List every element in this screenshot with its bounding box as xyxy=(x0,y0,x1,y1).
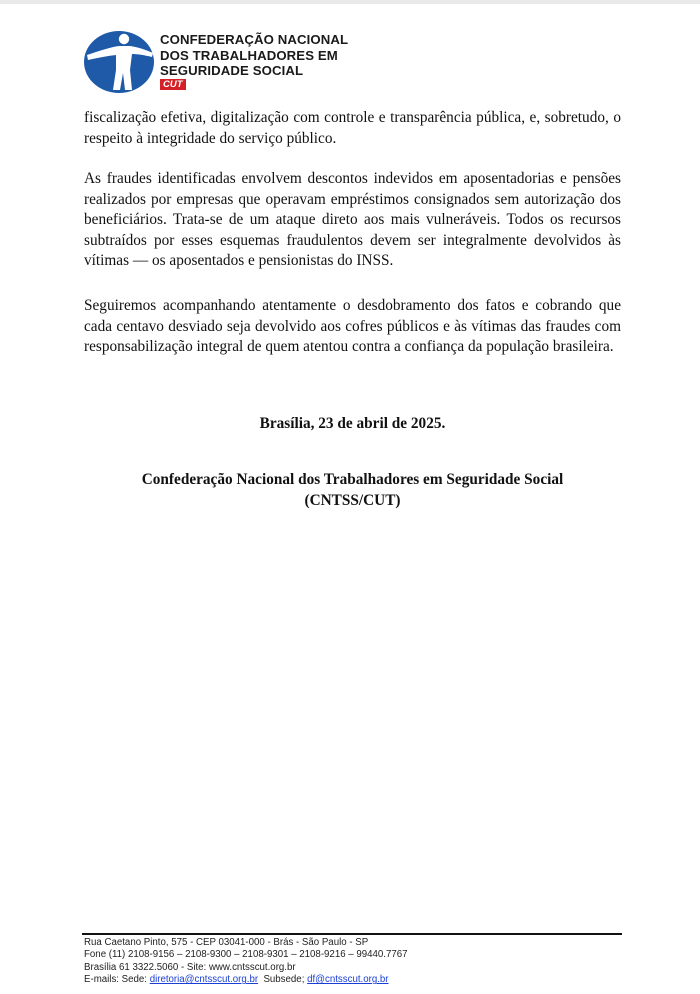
email-sede-link[interactable]: diretoria@cntsscut.org.br xyxy=(149,974,259,986)
signature-line-1: Confederação Nacional dos Trabalhadores em Seguridade Social xyxy=(141,471,564,488)
footer-contact xyxy=(84,937,624,987)
signature-line-2: (CNTSS/CUT) xyxy=(304,492,401,509)
body-paragraph-2: As fraudes identificadas envolvem descontos indevidos em aposentadorias e pensões realizados por empresas que operavam empréstimos consignados sem autorização dos beneficiários. Trata-se de um ataque direto aos mais vulneráveis. Todos os recursos subtraídos por esses esquemas fraudulentos devem ser integralmente devolvidos às vítimas — os aposentados e pensionistas do INSS. xyxy=(84,170,621,270)
body-paragraph-3: Seguiremos acompanhando atentamente o desdobramento dos fatos e cobrando que cada centavo desviado seja devolvido aos cofres públicos e às vítimas das fraudes com responsabilização integral de quem atentou contra a confiança da população brasileira. xyxy=(84,297,621,356)
footer-emails xyxy=(84,974,624,986)
footer-phones: Fone (11) 2108-9156 – 2108-9300 – 2108-9301 – 2108-9216 – 99440.7767 xyxy=(84,949,408,961)
footer-emails-mid: Subsede; xyxy=(258,974,308,986)
organization-name xyxy=(160,32,348,79)
org-name-line-2: DOS TRABALHADORES EM xyxy=(160,47,338,63)
body-paragraph-2-block xyxy=(84,169,621,272)
footer-address: Rua Caetano Pinto, 575 - CEP 03041-000 - Brás - São Paulo - SP xyxy=(84,937,369,948)
body-paragraph-1: fiscalização efetiva, digitalização com controle e transparência pública, e, sobretudo, o respeito à integridade do serviço público. xyxy=(84,109,621,147)
organization-logo xyxy=(83,30,363,94)
cut-badge: CUT xyxy=(160,79,186,90)
body-paragraph-3-block xyxy=(84,296,621,358)
org-name-line-1: CONFEDERAÇÃO NACIONAL xyxy=(160,32,349,47)
date-line: Brasília, 23 de abril de 2025. xyxy=(259,415,446,432)
body-paragraph-1-block xyxy=(84,108,621,149)
org-name-line-3: SEGURIDADE SOCIAL xyxy=(160,63,304,78)
footer-brasilia: Brasília 61 3322.5060 - Site: www.cntsscut.org.br xyxy=(84,961,296,973)
footer-divider xyxy=(82,933,622,935)
worker-figure-icon xyxy=(83,30,155,94)
page-top-bar xyxy=(0,0,700,4)
email-subsede-link[interactable]: df@cntsscut.org.br xyxy=(307,974,389,986)
footer-emails-prefix: E-mails: Sede: xyxy=(84,974,150,986)
